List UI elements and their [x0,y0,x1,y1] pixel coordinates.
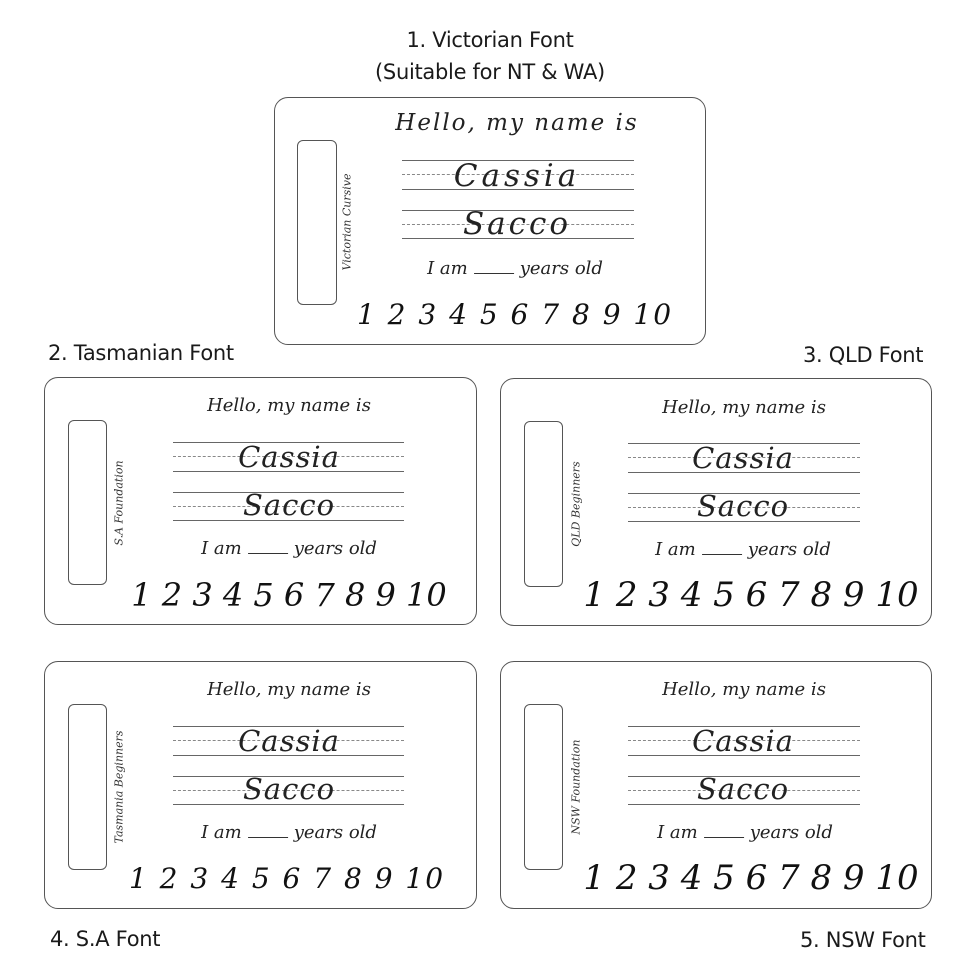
greeting-text: Hello, my name is [207,395,371,416]
hole-slot [68,420,107,585]
age-line [201,822,377,843]
first-name: Cassia [453,158,581,194]
hole-slot [297,140,337,305]
first-name: Cassia [238,724,340,758]
hole-slot [524,704,563,870]
greeting-text: Hello, my name is [662,397,826,418]
number-row: 1 2 3 4 5 6 7 8 9 10 [583,858,919,898]
greeting-text: Hello, my name is [395,110,639,136]
font-style-label: S.A Foundation [112,460,126,546]
age-suffix: years old [519,258,603,279]
age-blank [704,836,744,838]
name-tag-card-qld [500,378,932,626]
victorian-caption-subtitle: (Suitable for NT & WA) [375,60,605,84]
age-line [201,538,377,559]
age-suffix: years old [293,538,377,559]
tasmanian-caption: 2. Tasmanian Font [48,341,234,365]
age-prefix: I am [201,538,242,559]
number-row: 1 2 3 4 5 6 7 8 9 10 [131,576,447,614]
name-tag-card-victorian [274,97,706,345]
first-name: Cassia [238,440,340,474]
age-suffix: years old [747,539,831,560]
last-name: Sacco [696,489,790,523]
font-style-label: QLD Beginners [569,461,583,547]
age-blank [474,272,514,274]
number-row: 1 2 3 4 5 6 7 8 9 10 [583,575,919,615]
age-prefix: I am [655,539,696,560]
age-blank [702,553,742,555]
last-name: Sacco [242,488,336,522]
qld-caption: 3. QLD Font [803,343,924,367]
last-name: Sacco [242,772,336,806]
age-prefix: I am [657,822,698,843]
font-style-label: Victorian Cursive [340,173,354,271]
font-style-label: NSW Foundation [569,739,583,835]
first-name: Cassia [692,724,794,758]
age-line [655,539,831,560]
greeting-text: Hello, my name is [662,679,826,700]
age-line [657,822,833,843]
greeting-text: Hello, my name is [207,679,371,700]
age-blank [248,836,288,838]
sa-caption: 4. S.A Font [50,927,161,951]
age-line [427,258,603,279]
nsw-caption: 5. NSW Font [800,928,926,952]
hole-slot [68,704,107,870]
age-suffix: years old [293,822,377,843]
age-prefix: I am [201,822,242,843]
age-suffix: years old [749,822,833,843]
name-tag-card-sa [44,661,477,909]
last-name: Sacco [696,772,790,806]
first-name: Cassia [692,441,794,475]
number-row: 1 2 3 4 5 6 7 8 9 10 [356,298,674,331]
name-tag-card-tasmanian [44,377,477,625]
hole-slot [524,421,563,587]
last-name: Sacco [462,206,572,242]
age-blank [248,552,288,554]
victorian-caption-title: 1. Victorian Font [406,28,574,52]
font-style-label: Tasmania Beginners [112,730,126,844]
age-prefix: I am [427,258,468,279]
name-tag-card-nsw [500,661,932,909]
number-row: 1 2 3 4 5 6 7 8 9 10 [128,862,446,895]
